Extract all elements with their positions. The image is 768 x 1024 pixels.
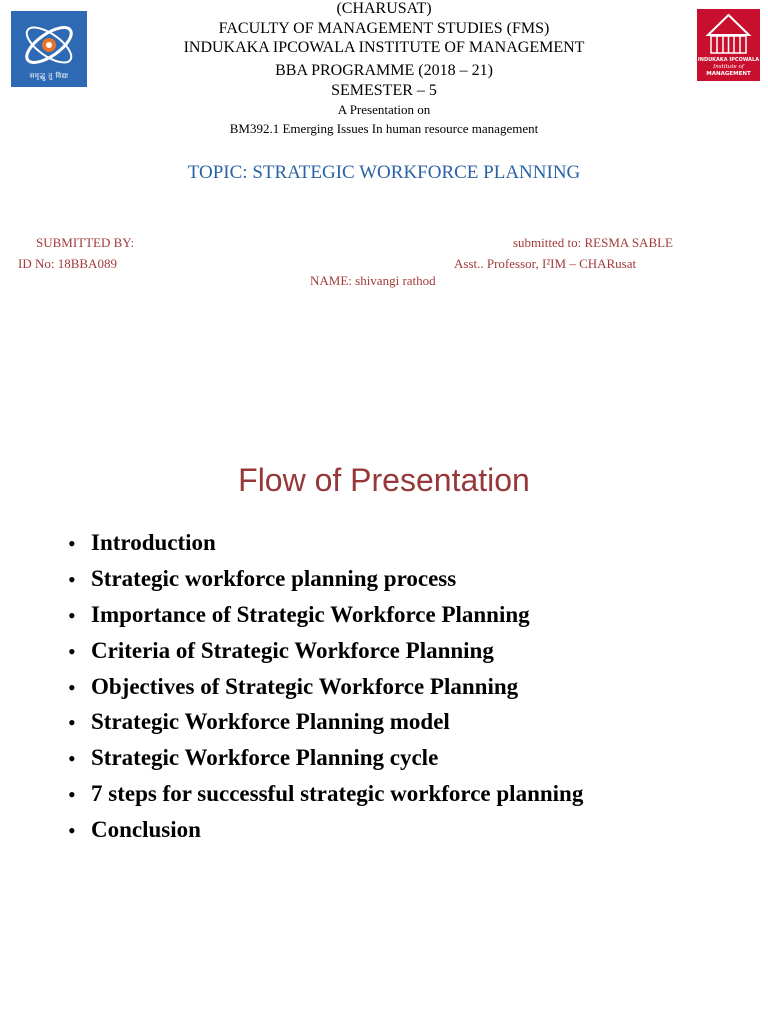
list-item-label: Conclusion — [91, 817, 201, 843]
list-item-label: Importance of Strategic Workforce Planning — [91, 601, 530, 627]
list-item-label: Strategic Workforce Planning cycle — [91, 745, 439, 771]
bullet-icon: • — [68, 674, 76, 700]
list-item — [68, 565, 583, 601]
programme-name: BBA PROGRAMME (2018 – 21) — [275, 62, 493, 79]
faculty-name: FACULTY OF MANAGEMENT STUDIES (FMS) — [218, 20, 550, 37]
presentation-on-label: A Presentation on — [337, 102, 431, 117]
semester-label: SEMESTER – 5 — [331, 82, 437, 99]
list-item-label: Objectives of Strategic Workforce Planning — [91, 673, 519, 699]
bullet-icon: • — [68, 566, 76, 592]
list-item — [68, 744, 583, 780]
bullet-icon: • — [68, 818, 76, 844]
list-item-label: 7 steps for successful strategic workforce planning — [91, 781, 584, 807]
bullet-icon: • — [68, 710, 76, 736]
student-id: ID No: 18BBA089 — [18, 256, 117, 271]
list-item — [68, 673, 583, 709]
bullet-icon: • — [68, 782, 76, 808]
professor-designation: Asst.. Professor, I²IM – CHARusat — [454, 256, 637, 271]
list-item — [68, 708, 583, 744]
list-item-label: Strategic workforce planning process — [91, 565, 457, 591]
flow-list — [68, 529, 583, 852]
logo-text-bottom: MANAGEMENT — [706, 71, 751, 77]
bullet-icon: • — [68, 746, 76, 772]
logo-motto: समृद्धु तु विद्या — [29, 72, 69, 80]
list-item-label: Strategic Workforce Planning model — [91, 709, 450, 735]
flow-title: Flow of Presentation — [238, 462, 530, 498]
topic-heading: TOPIC: STRATEGIC WORKFORCE PLANNING — [187, 162, 581, 183]
bullet-icon: • — [68, 531, 76, 556]
bullet-icon: • — [68, 638, 76, 664]
list-item — [68, 816, 583, 852]
submitted-to: submitted to: RESMA SABLE — [513, 235, 673, 250]
list-item — [68, 529, 583, 565]
student-name: NAME: shivangi rathod — [310, 273, 436, 288]
list-item — [68, 601, 583, 637]
logo-text-mid: Institute of — [713, 64, 744, 70]
institute-name: INDUKAKA IPCOWALA INSTITUTE OF MANAGEMENT — [183, 39, 585, 56]
university-name: (CHARUSAT) — [336, 0, 432, 17]
list-item-label: Introduction — [91, 530, 216, 555]
logo-text-top: INDUKAKA IPCOWALA — [697, 57, 760, 63]
bullet-icon: • — [68, 602, 76, 628]
list-item — [68, 637, 583, 673]
list-item — [68, 780, 583, 816]
course-title: BM392.1 Emerging Issues In human resource management — [229, 121, 539, 136]
submitted-by-label: SUBMITTED BY: — [36, 235, 135, 250]
list-item-label: Criteria of Strategic Workforce Planning — [91, 637, 494, 663]
